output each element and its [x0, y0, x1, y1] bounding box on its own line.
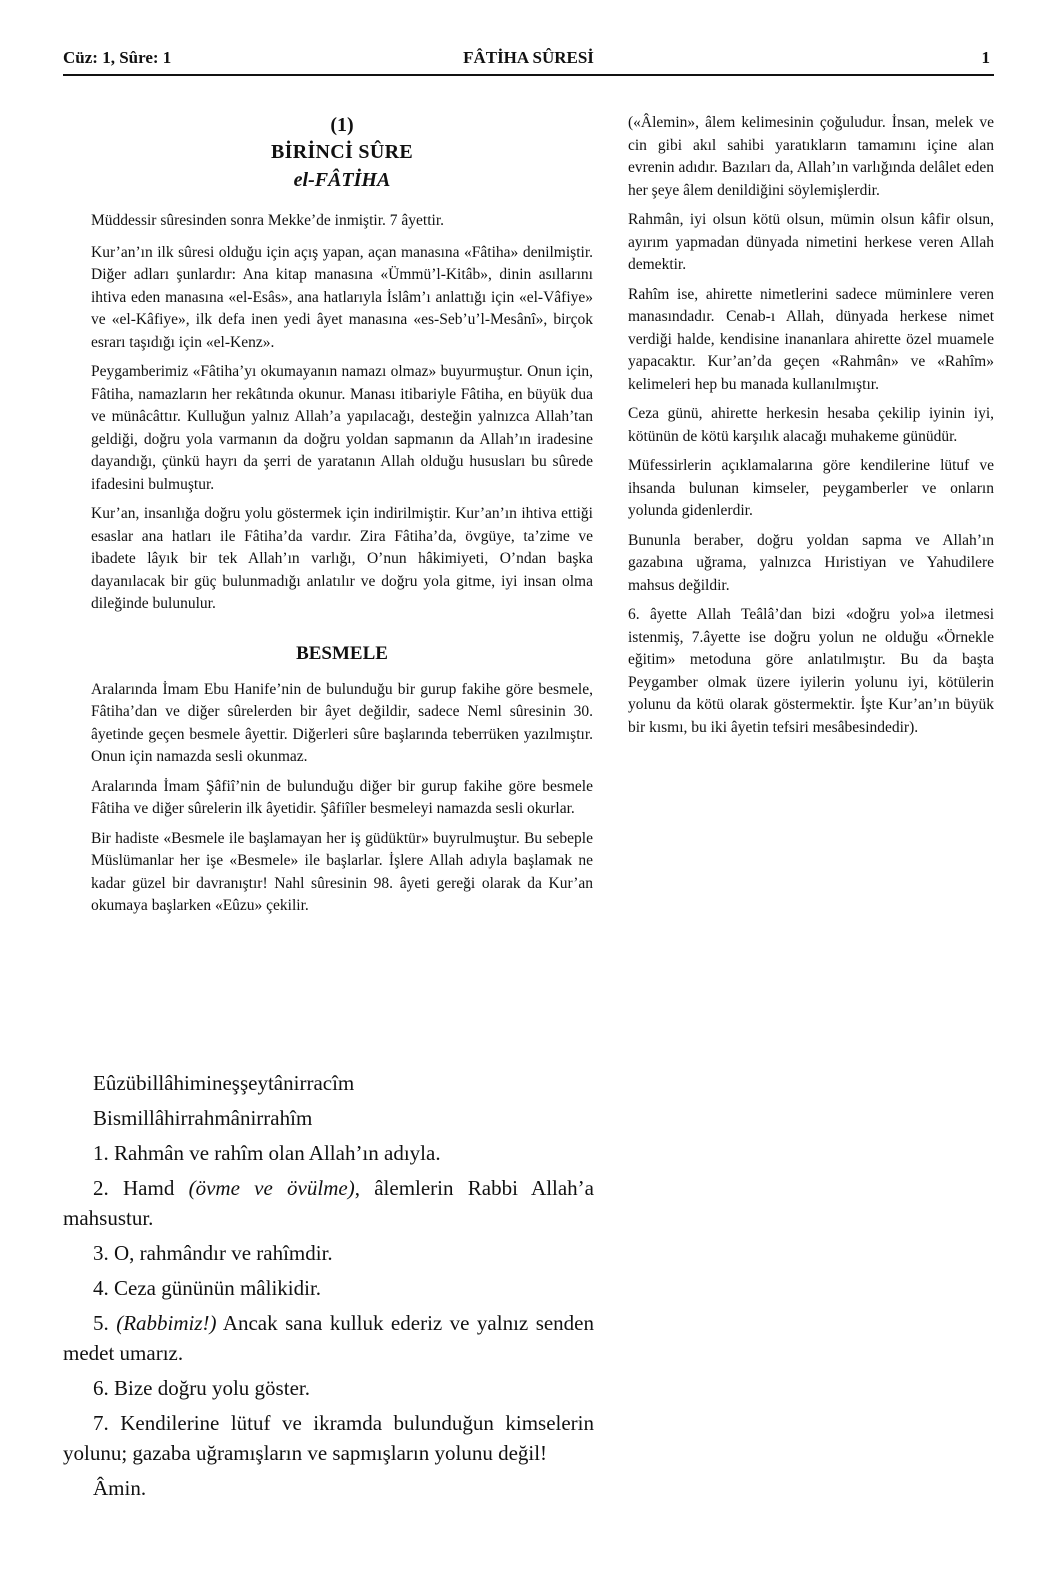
sura-number: (1) [330, 114, 354, 136]
juz-sura-label: Cüz: 1, Sûre: 1 [63, 48, 172, 67]
commentary-paragraph: Rahîm ise, ahirette nimetlerini sadece müminlere veren manasındadır. Cenab-ı Allah, dünyada herkese nimet verdiği halde, kendisine inananlara ahirette özel muamele yapacaktır. Kur’an’da geçen «Rahmân» ve «Rahîm» kelimeleri hep bu manada kullanılmıştır. [628, 285, 994, 393]
verse-2 [63, 1173, 594, 1233]
besmele-line: Bismillâhirrahmânirrahîm [93, 1106, 313, 1130]
verse-2-note: (övme ve övülme) [188, 1176, 355, 1200]
verse-4: 4. Ceza gününün mâlikidir. [93, 1276, 322, 1300]
verse-6: 6. Bize doğru yolu göster. [93, 1376, 310, 1400]
verse-2-text: 2. Hamd [93, 1176, 189, 1200]
running-title: FÂTİHA SÛRESİ [463, 48, 594, 67]
sura-title-block [91, 112, 593, 194]
page-header [63, 44, 994, 76]
euzu-line: Eûzübillâhimineşşeytânirracîm [93, 1071, 355, 1095]
commentary-paragraph: 6. âyette Allah Teâlâ’dan bizi «doğru yol»a iletmesi istenmiş, 7.âyette ise doğru yolun ne olduğu «Örnekle eğitim» metoduna göre anlatılmıştır. Bu da başta Peygamber olmak üzere iyilerin yolunu iyi, kötülerin yolunu da kötü olarak göstermektir. İşte Kur’an’ın büyük bir kısmı, bu iki âyetin tefsiri mesâbesindedir). [628, 606, 994, 736]
sura-ordinal-title: BİRİNCİ SÛRE [271, 141, 413, 163]
verse-5-number: 5. [93, 1311, 117, 1335]
amin-line: Âmin. [93, 1476, 147, 1500]
right-column [628, 112, 994, 746]
besmele-paragraph: Bir hadiste «Besmele ile başlamayan her iş güdüktür» buyrulmuştur. Bu sebeple Müslümanlar her işe «Besmele» ile başlarlar. İşlere Allah adıyla başlamak ne kadar güzel bir davranıştır! Nahl sûresinin 98. âyeti gereği olarak da Kur’an okumaya başlarken «Eûzu» çekilir. [91, 829, 593, 914]
verse-1: 1. Rahmân ve rahîm olan Allah’ın adıyla. [93, 1141, 441, 1165]
left-column [91, 112, 593, 925]
verse-7: 7. Kendilerine lütuf ve ikramda bulunduğun kimselerin yolunu; gazaba uğramışların ve sapmışların yolunu değil! [63, 1411, 594, 1465]
besmele-paragraph: Aralarında İmam Şâfiî’nin de bulunduğu diğer bir gurup fakihe göre besmele Fâtiha ve diğer sûrelerin ilk âyetidir. Şâfiîler besmeleyi namazda sesli okurlar. [91, 777, 593, 817]
commentary-paragraph: Müfessirlerin açıklamalarına göre kendilerine lütuf ve ihsanda bulunan kimseler, peygamberler ve onların yolunda gidenlerdir. [628, 457, 994, 519]
verse-5-text: Ancak sana kulluk ederiz ve yalnız senden medet umarız. [63, 1311, 595, 1365]
sura-name: el-FÂTİHA [293, 169, 391, 191]
sura-translation [63, 1068, 594, 1508]
intro-paragraph: Kur’an’ın ilk sûresi olduğu için açış yapan, açan manasına «Fâtiha» denilmiştir. Diğer adları şunlardır: Ana kitap manasına «Ümmü’l-Kitâb», dinin asıllarını ihtiva eden manasına «el-Esâs», ana hatlarıyla İslâm’ı anlattığı için «el-Vâfiye» ve «el-Kâfiye», ilk defa inen yedi âyet manasına «es-Seb’u’l-Mesânî», birçok esrarı taşıdığı için «el-Kenz». [91, 243, 593, 351]
intro-paragraph: Peygamberimiz «Fâtiha’yı okumayanın namazı olmaz» buyurmuştur. Onun için, Fâtiha, namazların her rekâtında okunur. Manası itibariyle Fâtiha, en büyük dua ve münâcâttır. Kulluğun yalnız Allah’a yapılacağı, desteğin yalnızca Allah’tan geldiği, doğru yola varmanın da doğru yoldan sapmanın da Allah’ın iradesine dayandığı, çünkü hayrı da şerri de yaratanın Allah olduğu hususları bu sûrede ifadesini bulmuştur. [91, 363, 593, 493]
commentary-paragraph: («Âlemin», âlem kelimesinin çoğuludur. İnsan, melek ve cin gibi akıl sahibi yaratıkların tamamını içine alan evrenin adıdır. Bazıları da, Allah’ın varlığında delâlet eden her şeye âlem denildiğini söylemişlerdir. [628, 114, 994, 199]
page-number: 1 [981, 48, 990, 67]
commentary-paragraph: Ceza günü, ahirette herkesin hesaba çekilip iyinin iyi, kötünün de kötü karşılık alacağı muhakeme günüdür. [628, 405, 994, 445]
verse-5 [63, 1308, 594, 1368]
verse-2-text-end: , âlemlerin Rabbi Allah’a mahsustur. [63, 1176, 594, 1230]
commentary-paragraph: Bununla beraber, doğru yoldan sapma ve Allah’ın gazabına uğrama, yalnızca Hıristiyan ve Yahudilere mahsus değildir. [628, 531, 994, 594]
verse-5-note: (Rabbimiz!) [116, 1311, 217, 1335]
intro-paragraph: Müddessir sûresinden sonra Mekke’de inmiştir. 7 âyettir. [91, 212, 444, 229]
besmele-heading: BESMELE [296, 642, 388, 664]
intro-paragraph: Kur’an, insanlığa doğru yolu göstermek için indirilmiştir. Kur’an’ın ihtiva ettiği esaslar ana hatları ile Fâtiha’da vardır. Zira Fâtiha’da, övgüye, ta’zime ve ibadete lâyık bir tek Allah’ın varlığı, O’nun hâkimiyeti, O’ndan başka dayanılacak bir güç bulunmadığı anlatılır ve doğru yola gitme, iyi insan olma dileğinde bulunulur. [91, 505, 593, 612]
commentary-paragraph: Rahmân, iyi olsun kötü olsun, mümin olsun kâfir olsun, ayırım yapmadan dünyada nimetini herkese veren Allah demektir. [628, 211, 994, 273]
besmele-paragraph: Aralarında İmam Ebu Hanife’nin de bulunduğu bir gurup fakihe göre besmele, Fâtiha’dan ve diğer sûrelerden bir âyet değildir, sadece Neml sûresinin 30. âyetinde geçen besmele âyettir. Diğerleri sûre başlarında teberrüken yazılmıştır. Onun için namazda sesli okunmaz. [91, 680, 593, 765]
verse-3: 3. O, rahmândır ve rahîmdir. [93, 1241, 333, 1265]
